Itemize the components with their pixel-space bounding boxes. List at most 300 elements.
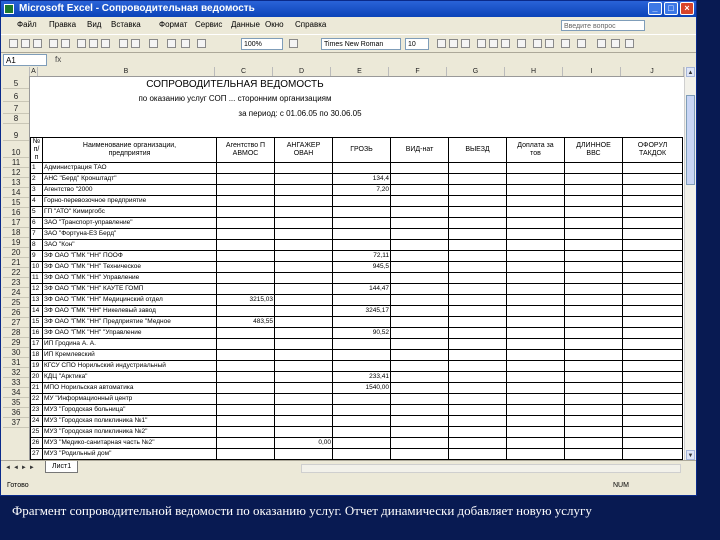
bold-icon[interactable] — [437, 39, 446, 48]
menu-window[interactable]: Окно — [265, 20, 284, 29]
row-header[interactable]: 29 — [3, 338, 29, 348]
table-cell[interactable] — [217, 163, 275, 174]
row-header[interactable]: 9 — [3, 131, 29, 141]
table-cell[interactable] — [449, 196, 507, 207]
row-header[interactable]: 36 — [3, 408, 29, 418]
table-cell[interactable] — [275, 416, 333, 427]
table-cell[interactable] — [217, 284, 275, 295]
table-cell[interactable] — [623, 207, 683, 218]
row-header[interactable]: 21 — [3, 258, 29, 268]
table-cell[interactable] — [507, 405, 565, 416]
table-cell[interactable] — [507, 229, 565, 240]
minimize-button[interactable]: _ — [648, 2, 662, 15]
row-header[interactable]: 33 — [3, 378, 29, 388]
table-cell[interactable]: 2 — [31, 174, 43, 185]
table-cell[interactable]: 27 — [31, 449, 43, 460]
table-cell[interactable]: 23 — [31, 405, 43, 416]
table-cell[interactable]: 22 — [31, 394, 43, 405]
table-cell[interactable] — [449, 218, 507, 229]
table-cell[interactable] — [565, 174, 623, 185]
row-header[interactable]: 6 — [3, 92, 29, 102]
table-cell[interactable] — [565, 240, 623, 251]
table-cell[interactable] — [391, 207, 449, 218]
table-cell[interactable] — [275, 350, 333, 361]
menu-data[interactable]: Данные — [231, 20, 260, 29]
table-header-cell[interactable]: № п/п — [31, 138, 43, 163]
table-cell[interactable] — [275, 251, 333, 262]
table-cell[interactable]: 25 — [31, 427, 43, 438]
table-cell[interactable] — [217, 328, 275, 339]
table-cell[interactable]: Агентство "2000 — [43, 185, 217, 196]
table-cell[interactable] — [275, 339, 333, 350]
table-cell[interactable] — [449, 262, 507, 273]
table-cell[interactable] — [565, 361, 623, 372]
table-cell[interactable]: 233,41 — [333, 372, 391, 383]
table-cell[interactable] — [565, 295, 623, 306]
table-cell[interactable] — [217, 372, 275, 383]
table-header-cell[interactable]: ОФОРУЛ ТАКДОК — [623, 138, 683, 163]
row-header[interactable]: 16 — [3, 208, 29, 218]
table-cell[interactable] — [565, 207, 623, 218]
table-cell[interactable]: 6 — [31, 218, 43, 229]
table-cell[interactable]: 19 — [31, 361, 43, 372]
table-cell[interactable] — [275, 328, 333, 339]
table-cell[interactable] — [623, 185, 683, 196]
table-cell[interactable]: ЗФ ОАО "ГМК "НН" КАУТЕ ГОМП — [43, 284, 217, 295]
table-cell[interactable] — [623, 240, 683, 251]
table-cell[interactable] — [623, 383, 683, 394]
decimal-icon[interactable] — [561, 39, 570, 48]
row-header[interactable]: 14 — [3, 188, 29, 198]
scroll-thumb[interactable] — [686, 95, 695, 185]
table-cell[interactable] — [275, 207, 333, 218]
row-header[interactable]: 13 — [3, 178, 29, 188]
table-cell[interactable] — [623, 372, 683, 383]
table-cell[interactable] — [275, 405, 333, 416]
table-cell[interactable] — [623, 251, 683, 262]
column-header[interactable]: C — [215, 67, 273, 76]
table-cell[interactable] — [391, 427, 449, 438]
zoom-select[interactable]: 100% — [241, 38, 283, 50]
table-cell[interactable] — [391, 317, 449, 328]
table-cell[interactable] — [217, 218, 275, 229]
table-cell[interactable]: 18 — [31, 350, 43, 361]
row-header[interactable]: 22 — [3, 268, 29, 278]
table-cell[interactable] — [333, 240, 391, 251]
table-cell[interactable] — [449, 284, 507, 295]
table-cell[interactable] — [333, 218, 391, 229]
table-cell[interactable] — [275, 361, 333, 372]
table-cell[interactable] — [333, 427, 391, 438]
table-cell[interactable] — [565, 273, 623, 284]
table-cell[interactable] — [217, 449, 275, 460]
table-cell[interactable]: 21 — [31, 383, 43, 394]
table-cell[interactable] — [217, 306, 275, 317]
table-cell[interactable] — [333, 449, 391, 460]
table-cell[interactable] — [449, 372, 507, 383]
row-header[interactable]: 10 — [3, 148, 29, 158]
table-cell[interactable] — [623, 350, 683, 361]
row-header[interactable]: 26 — [3, 308, 29, 318]
row-header[interactable]: 15 — [3, 198, 29, 208]
table-cell[interactable] — [217, 262, 275, 273]
table-header-cell[interactable]: Агентство П АВМОС — [217, 138, 275, 163]
cell-area[interactable] — [30, 76, 684, 460]
column-header[interactable]: B — [38, 67, 215, 76]
table-cell[interactable] — [565, 372, 623, 383]
table-cell[interactable]: 17 — [31, 339, 43, 350]
table-cell[interactable]: 1540,00 — [333, 383, 391, 394]
table-cell[interactable]: 3 — [31, 185, 43, 196]
table-cell[interactable] — [507, 295, 565, 306]
table-cell[interactable]: ЗФ ОАО "ГМК "НН" Никелевый завод — [43, 306, 217, 317]
row-header[interactable]: 27 — [3, 318, 29, 328]
table-cell[interactable] — [333, 295, 391, 306]
table-cell[interactable] — [565, 328, 623, 339]
table-cell[interactable] — [623, 416, 683, 427]
table-cell[interactable]: МУЗ "Городская поликлиника №1" — [43, 416, 217, 427]
table-cell[interactable] — [507, 207, 565, 218]
table-cell[interactable]: ЗАО "Транспорт-управление" — [43, 218, 217, 229]
table-cell[interactable] — [275, 262, 333, 273]
table-cell[interactable] — [449, 229, 507, 240]
row-header[interactable]: 32 — [3, 368, 29, 378]
horizontal-scrollbar[interactable] — [301, 464, 681, 473]
table-cell[interactable]: 1 — [31, 163, 43, 174]
table-cell[interactable]: ЗФ ОАО "ГМК "НН" Предприятие "Медное — [43, 317, 217, 328]
table-cell[interactable] — [391, 251, 449, 262]
table-cell[interactable]: ГП "АТО" Кимиргобс — [43, 207, 217, 218]
column-header[interactable]: E — [331, 67, 389, 76]
row-header[interactable]: 20 — [3, 248, 29, 258]
table-cell[interactable]: 9 — [31, 251, 43, 262]
tab-nav-icons[interactable]: ◄◄►► — [5, 465, 37, 471]
table-cell[interactable]: ИП Кремлевский — [43, 350, 217, 361]
table-cell[interactable] — [565, 251, 623, 262]
paste-icon[interactable] — [101, 39, 110, 48]
font-color-icon[interactable] — [625, 39, 634, 48]
table-cell[interactable] — [623, 306, 683, 317]
table-cell[interactable] — [507, 339, 565, 350]
table-cell[interactable] — [623, 427, 683, 438]
table-cell[interactable] — [449, 438, 507, 449]
table-cell[interactable] — [565, 449, 623, 460]
table-cell[interactable] — [333, 350, 391, 361]
table-header-cell[interactable]: ДЛИННОЕ ВВС — [565, 138, 623, 163]
table-cell[interactable] — [275, 284, 333, 295]
table-cell[interactable] — [449, 361, 507, 372]
table-cell[interactable] — [507, 394, 565, 405]
table-cell[interactable] — [217, 185, 275, 196]
table-cell[interactable]: 8 — [31, 240, 43, 251]
table-cell[interactable] — [275, 240, 333, 251]
table-cell[interactable] — [275, 185, 333, 196]
table-cell[interactable] — [391, 328, 449, 339]
table-cell[interactable]: 144,47 — [333, 284, 391, 295]
table-cell[interactable] — [507, 449, 565, 460]
table-cell[interactable]: 15 — [31, 317, 43, 328]
table-cell[interactable] — [507, 328, 565, 339]
table-cell[interactable] — [565, 416, 623, 427]
table-cell[interactable] — [391, 174, 449, 185]
row-header[interactable]: 18 — [3, 228, 29, 238]
table-cell[interactable]: 945,5 — [333, 262, 391, 273]
chart-icon[interactable] — [197, 39, 206, 48]
table-cell[interactable] — [507, 273, 565, 284]
row-header[interactable]: 25 — [3, 298, 29, 308]
column-header[interactable]: G — [447, 67, 505, 76]
scroll-down-icon[interactable]: ▼ — [686, 450, 695, 460]
table-cell[interactable] — [275, 306, 333, 317]
table-cell[interactable]: МУЗ "Городская больница" — [43, 405, 217, 416]
table-cell[interactable] — [623, 174, 683, 185]
menu-file[interactable]: Файл — [17, 20, 37, 29]
sort-icon[interactable] — [181, 39, 190, 48]
row-header[interactable]: 28 — [3, 328, 29, 338]
table-cell[interactable] — [623, 339, 683, 350]
table-cell[interactable]: 16 — [31, 328, 43, 339]
table-cell[interactable] — [333, 273, 391, 284]
table-cell[interactable] — [507, 306, 565, 317]
row-header[interactable]: 12 — [3, 168, 29, 178]
fill-color-icon[interactable] — [611, 39, 620, 48]
table-cell[interactable] — [449, 405, 507, 416]
table-cell[interactable]: ЗФ ОАО "ГМК "НН" Техническое — [43, 262, 217, 273]
table-cell[interactable] — [449, 427, 507, 438]
table-cell[interactable] — [217, 174, 275, 185]
table-cell[interactable] — [391, 383, 449, 394]
table-cell[interactable]: 20 — [31, 372, 43, 383]
table-cell[interactable] — [449, 295, 507, 306]
table-cell[interactable] — [391, 218, 449, 229]
table-cell[interactable] — [565, 438, 623, 449]
table-cell[interactable] — [333, 394, 391, 405]
table-cell[interactable] — [507, 383, 565, 394]
table-cell[interactable] — [623, 284, 683, 295]
table-cell[interactable] — [217, 394, 275, 405]
table-cell[interactable] — [217, 350, 275, 361]
row-header[interactable]: 19 — [3, 238, 29, 248]
column-header[interactable]: J — [621, 67, 684, 76]
table-cell[interactable] — [623, 218, 683, 229]
table-cell[interactable] — [217, 427, 275, 438]
autosum-icon[interactable] — [167, 39, 176, 48]
table-cell[interactable] — [449, 350, 507, 361]
table-cell[interactable] — [507, 218, 565, 229]
table-cell[interactable]: ЗАО "Кон" — [43, 240, 217, 251]
open-icon[interactable] — [21, 39, 30, 48]
row-header[interactable]: 30 — [3, 348, 29, 358]
table-cell[interactable] — [391, 339, 449, 350]
table-cell[interactable]: 72,11 — [333, 251, 391, 262]
table-cell[interactable] — [275, 383, 333, 394]
table-cell[interactable] — [449, 339, 507, 350]
table-cell[interactable] — [565, 284, 623, 295]
table-cell[interactable] — [507, 284, 565, 295]
table-cell[interactable] — [565, 394, 623, 405]
table-cell[interactable] — [623, 163, 683, 174]
percent-icon[interactable] — [545, 39, 554, 48]
table-cell[interactable]: 26 — [31, 438, 43, 449]
table-cell[interactable] — [623, 328, 683, 339]
table-header-cell[interactable]: ВИД-нат — [391, 138, 449, 163]
column-header[interactable]: F — [389, 67, 447, 76]
table-cell[interactable] — [565, 306, 623, 317]
table-cell[interactable] — [565, 405, 623, 416]
table-header-cell[interactable]: АНГАЖЕР ОВАН — [275, 138, 333, 163]
column-header[interactable]: A — [30, 67, 38, 76]
save-icon[interactable] — [33, 39, 42, 48]
table-cell[interactable] — [391, 273, 449, 284]
table-cell[interactable] — [217, 251, 275, 262]
print-icon[interactable] — [49, 39, 58, 48]
table-cell[interactable] — [565, 339, 623, 350]
cut-icon[interactable] — [77, 39, 86, 48]
table-header-cell[interactable]: Доплата за тов — [507, 138, 565, 163]
table-cell[interactable] — [507, 174, 565, 185]
table-cell[interactable] — [333, 163, 391, 174]
table-cell[interactable] — [449, 185, 507, 196]
table-cell[interactable] — [333, 339, 391, 350]
table-cell[interactable] — [333, 416, 391, 427]
merge-icon[interactable] — [517, 39, 526, 48]
table-cell[interactable] — [507, 427, 565, 438]
table-cell[interactable] — [565, 185, 623, 196]
table-cell[interactable] — [449, 449, 507, 460]
redo-icon[interactable] — [131, 39, 140, 48]
table-cell[interactable] — [391, 240, 449, 251]
table-cell[interactable] — [507, 262, 565, 273]
table-cell[interactable] — [507, 416, 565, 427]
table-header-cell[interactable]: Наименование организации, предприятия — [43, 138, 217, 163]
table-cell[interactable] — [275, 273, 333, 284]
table-cell[interactable] — [391, 372, 449, 383]
table-cell[interactable] — [623, 295, 683, 306]
table-cell[interactable] — [217, 196, 275, 207]
align-left-icon[interactable] — [477, 39, 486, 48]
table-cell[interactable]: 7,20 — [333, 185, 391, 196]
table-cell[interactable]: Администрация ТАО — [43, 163, 217, 174]
table-cell[interactable] — [391, 229, 449, 240]
table-cell[interactable]: ЗАО "Фортуна-ЕЗ Берд" — [43, 229, 217, 240]
table-cell[interactable] — [565, 229, 623, 240]
table-cell[interactable] — [507, 372, 565, 383]
menu-insert[interactable]: Вставка — [111, 20, 141, 29]
menu-view[interactable]: Вид — [87, 20, 102, 29]
table-cell[interactable] — [333, 229, 391, 240]
table-cell[interactable]: 4 — [31, 196, 43, 207]
table-cell[interactable]: МПО Норильская автоматика — [43, 383, 217, 394]
table-cell[interactable] — [623, 229, 683, 240]
table-cell[interactable] — [391, 306, 449, 317]
help-icon[interactable] — [289, 39, 298, 48]
table-cell[interactable]: МУ "Информационный центр — [43, 394, 217, 405]
table-cell[interactable] — [565, 317, 623, 328]
table-cell[interactable] — [623, 405, 683, 416]
font-select[interactable]: Times New Roman — [321, 38, 401, 50]
row-header[interactable]: 24 — [3, 288, 29, 298]
table-cell[interactable] — [217, 339, 275, 350]
table-cell[interactable]: 3215,03 — [217, 295, 275, 306]
menu-edit[interactable]: Правка — [49, 20, 77, 29]
name-box[interactable]: A1 — [3, 54, 47, 66]
table-cell[interactable] — [623, 262, 683, 273]
table-cell[interactable] — [391, 163, 449, 174]
table-cell[interactable] — [565, 218, 623, 229]
table-cell[interactable] — [565, 427, 623, 438]
row-header[interactable]: 23 — [3, 278, 29, 288]
row-header[interactable]: 7 — [3, 104, 29, 114]
table-cell[interactable] — [217, 207, 275, 218]
scroll-up-icon[interactable]: ▲ — [686, 67, 695, 77]
table-cell[interactable] — [623, 438, 683, 449]
row-header[interactable]: 8 — [3, 114, 29, 124]
table-cell[interactable] — [217, 416, 275, 427]
table-cell[interactable] — [623, 394, 683, 405]
table-cell[interactable] — [217, 438, 275, 449]
table-cell[interactable]: ЗФ ОАО "ГМК "НН" ПООФ — [43, 251, 217, 262]
table-cell[interactable]: 14 — [31, 306, 43, 317]
table-cell[interactable] — [449, 273, 507, 284]
table-cell[interactable]: 12 — [31, 284, 43, 295]
menu-tools[interactable]: Сервис — [195, 20, 223, 29]
table-cell[interactable]: 11 — [31, 273, 43, 284]
table-cell[interactable] — [333, 361, 391, 372]
copy-icon[interactable] — [89, 39, 98, 48]
table-header-cell[interactable]: ВЫЕЗД — [449, 138, 507, 163]
table-cell[interactable]: АНС "Берд" Кронштадт" — [43, 174, 217, 185]
table-cell[interactable] — [275, 218, 333, 229]
table-cell[interactable]: 13 — [31, 295, 43, 306]
underline-icon[interactable] — [461, 39, 470, 48]
table-header-cell[interactable]: ГРОЗЬ — [333, 138, 391, 163]
table-cell[interactable]: ЗФ ОАО "ГМК "НН" Управление — [43, 273, 217, 284]
font-size-select[interactable]: 10 — [405, 38, 429, 50]
new-icon[interactable] — [9, 39, 18, 48]
menu-format[interactable]: Формат — [159, 20, 188, 29]
table-cell[interactable] — [449, 240, 507, 251]
row-header[interactable]: 17 — [3, 218, 29, 228]
table-cell[interactable] — [275, 394, 333, 405]
table-cell[interactable] — [217, 229, 275, 240]
table-cell[interactable] — [565, 383, 623, 394]
table-cell[interactable] — [449, 416, 507, 427]
italic-icon[interactable] — [449, 39, 458, 48]
indent-icon[interactable] — [577, 39, 586, 48]
table-cell[interactable] — [507, 185, 565, 196]
hyperlink-icon[interactable] — [149, 39, 158, 48]
table-cell[interactable] — [391, 262, 449, 273]
table-cell[interactable] — [391, 295, 449, 306]
table-cell[interactable]: 0,00 — [275, 438, 333, 449]
menu-help[interactable]: Справка — [295, 20, 327, 29]
table-cell[interactable] — [333, 405, 391, 416]
table-cell[interactable]: 134,4 — [333, 174, 391, 185]
table-cell[interactable] — [275, 372, 333, 383]
row-header[interactable]: 31 — [3, 358, 29, 368]
column-header[interactable]: H — [505, 67, 563, 76]
help-search-input[interactable]: Введите вопрос — [561, 20, 645, 31]
table-cell[interactable] — [623, 196, 683, 207]
table-cell[interactable] — [275, 229, 333, 240]
table-cell[interactable] — [217, 405, 275, 416]
table-cell[interactable]: 90,52 — [333, 328, 391, 339]
table-cell[interactable] — [449, 317, 507, 328]
table-cell[interactable] — [449, 328, 507, 339]
table-cell[interactable] — [217, 240, 275, 251]
vertical-scrollbar[interactable] — [684, 67, 696, 460]
table-cell[interactable]: 483,55 — [217, 317, 275, 328]
